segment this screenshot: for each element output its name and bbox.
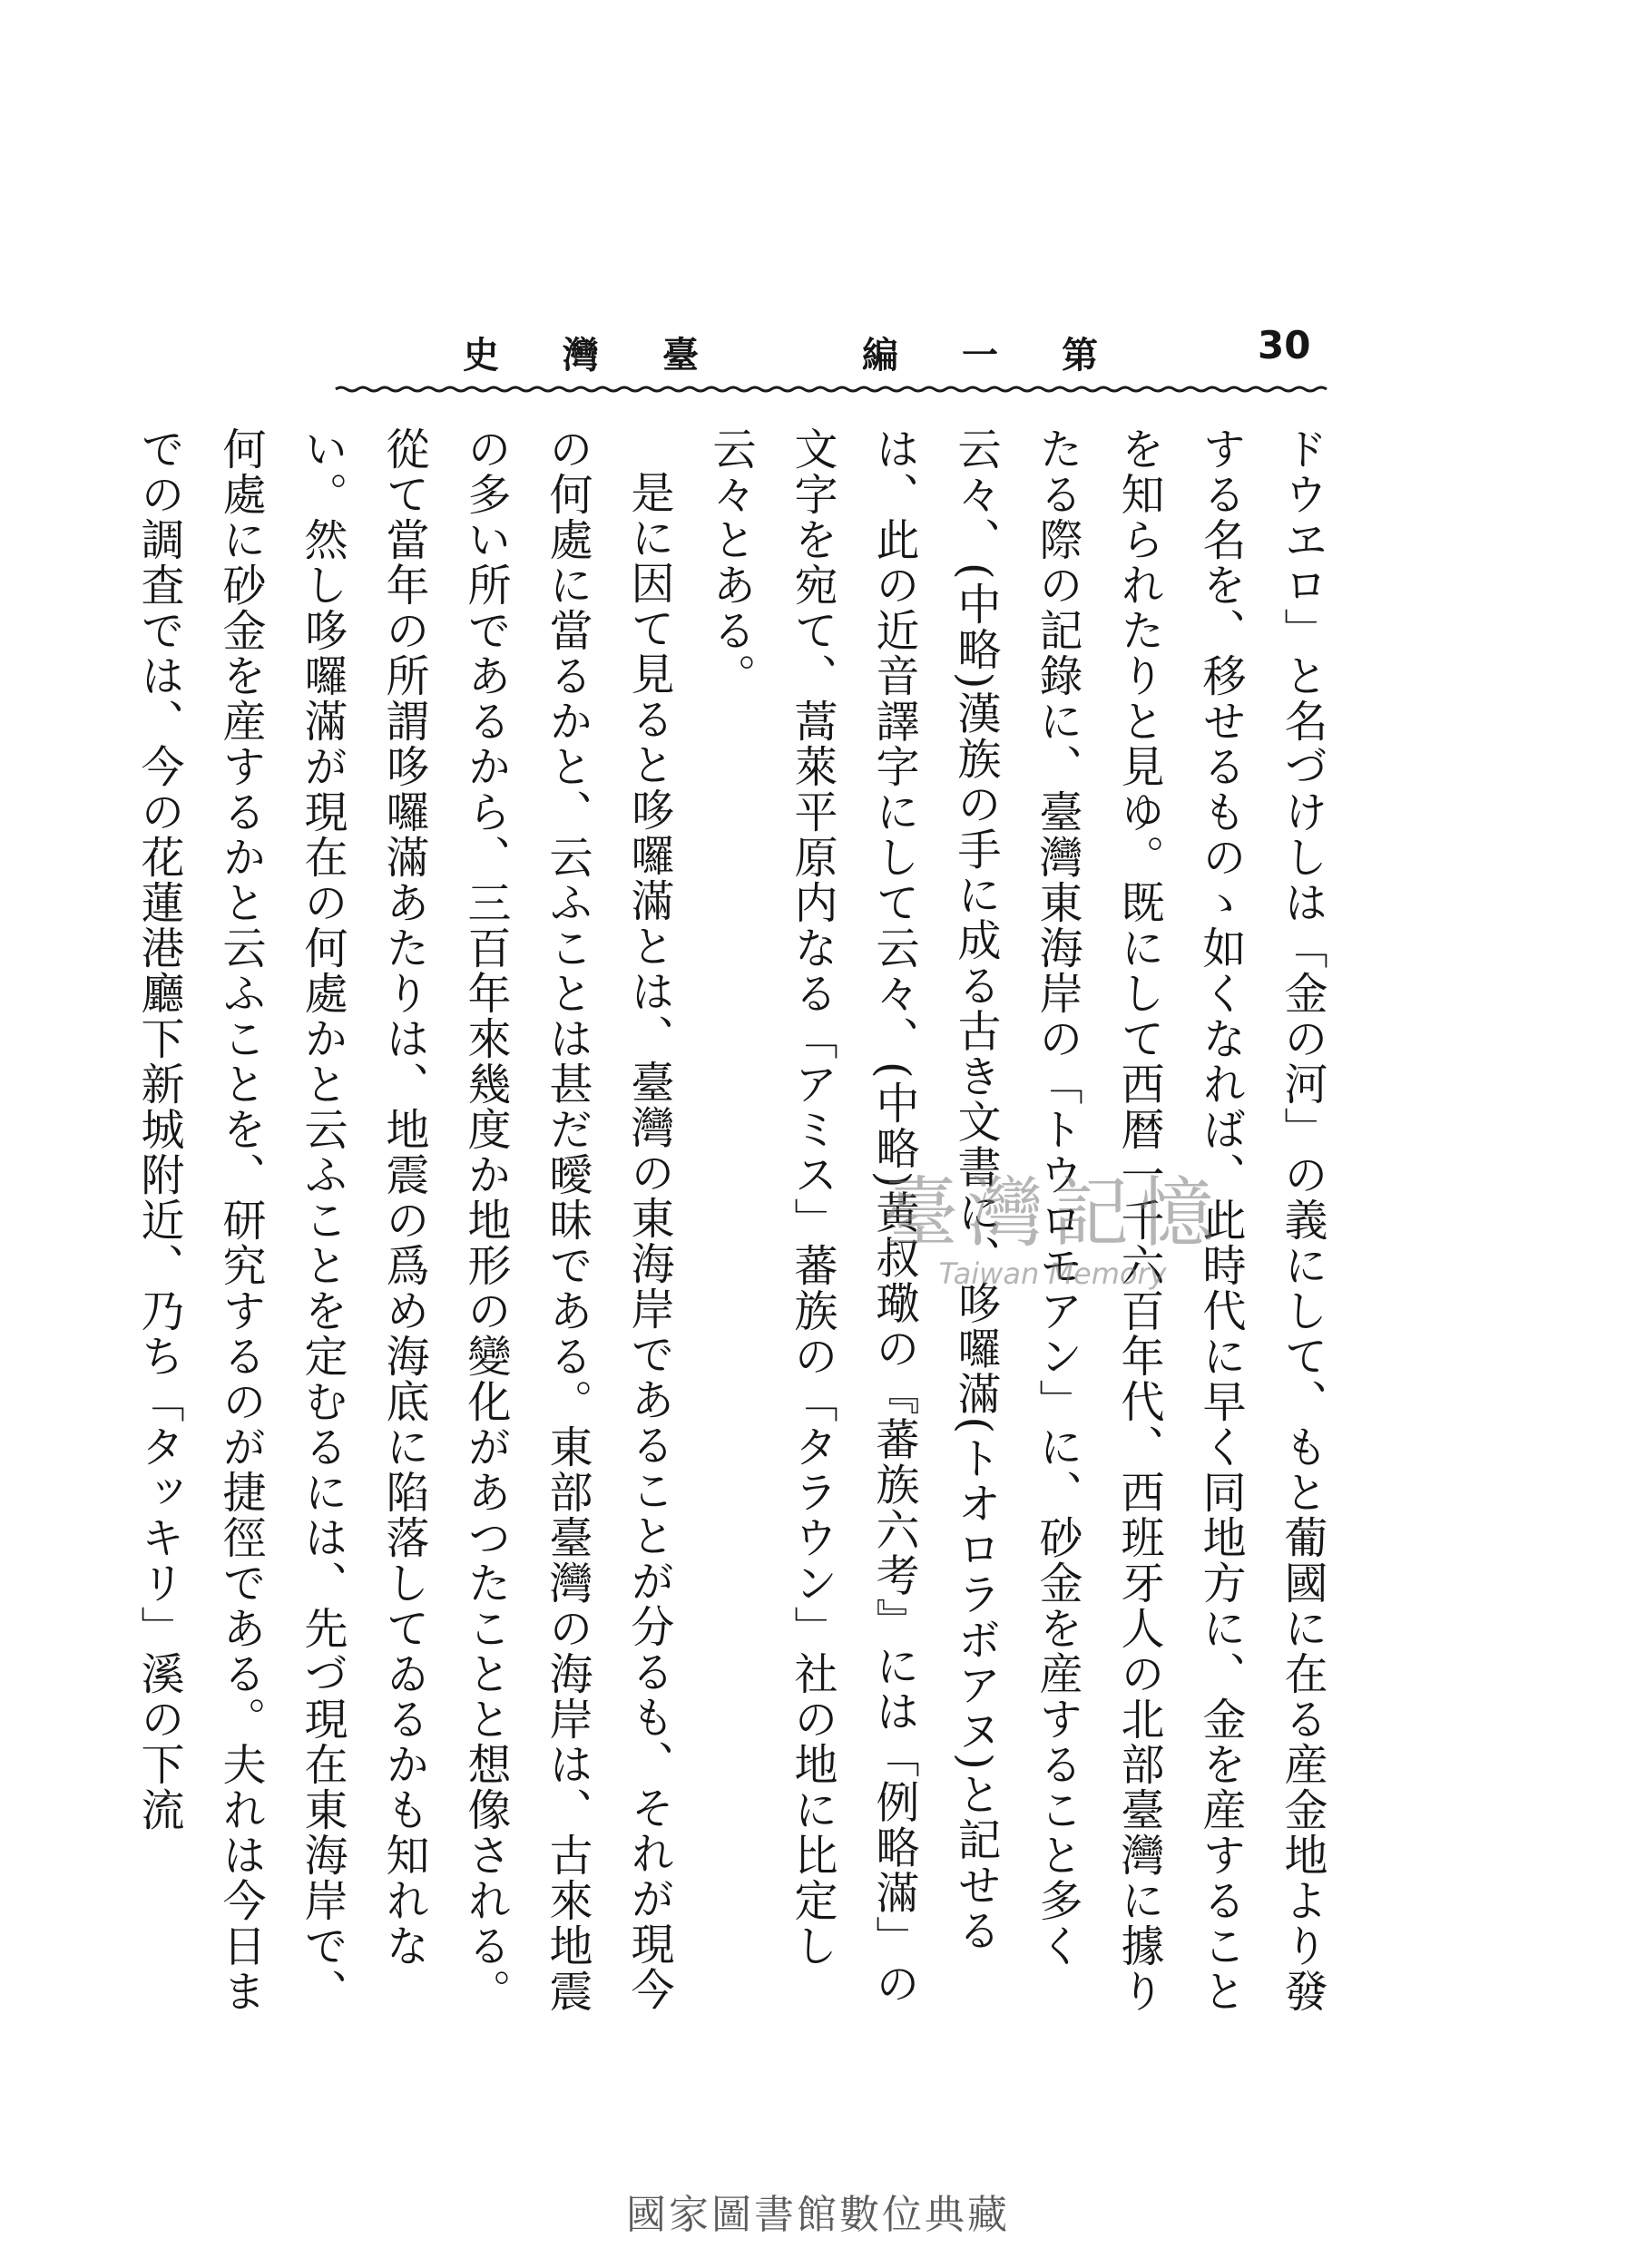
vertical-body-text <box>133 426 1343 2023</box>
watermark-logo-text: 臺灣記憶 <box>881 1168 1223 1257</box>
page-number: 30 <box>1258 323 1311 367</box>
running-header-title: 第一編 臺灣史 <box>463 334 1161 376</box>
watermark-logo-subtext: Taiwan Memory <box>938 1256 1167 1291</box>
paragraph: 是に因て見ると哆囉滿とは、臺灣の東海岸であることが分るも、それが現今の何處に當るかと、云ふことは甚だ曖昧である。東部臺灣の海岸は、古來地震の多い所であるから、三百年來幾度か地形の變化があつたことと想像される。從て當年の所謂哆囉滿あたりは、地震の爲め海底に陷落してゐるかも知れない。然し哆囉滿が現在の何處かと云ふことを定むるには、先づ現在東海岸で、何處に砂金を産するかと云ふことを、研究するのが捷徑である。夫れは今日までの調査では、今の花蓮港廳下新城附近、乃ち「タッキリ」溪の下流 <box>133 426 674 2014</box>
archive-footer: 國家圖書館數位典藏 <box>626 2192 1010 2238</box>
paragraph: ドウヱロ」と名づけしは「金の河」の義にして、もと葡國に在る産金地より發する名を、移せるものゝ如くなれば、此時代に早く同地方に、金を産することを知られたりと見ゆ。既にして西暦一千六百年代、西班牙人の北部臺灣に據りたる際の記錄に、臺灣東海岸の「トウロモアン」に、砂金を産すること多く云々、(中略)漢族の手に成る古き文書に、哆囉滿(トオロラボアヌ)と記せるは、此の近音譯字にして云々、(中略)黃叔璥の『蕃族六考』には「例略滿」の文字を宛て、蒿萊平原内なる「アミス」蕃族の「タラウン」社の地に比定し云々とある。 <box>705 426 1327 2014</box>
header-wavy-rule <box>336 383 1316 396</box>
